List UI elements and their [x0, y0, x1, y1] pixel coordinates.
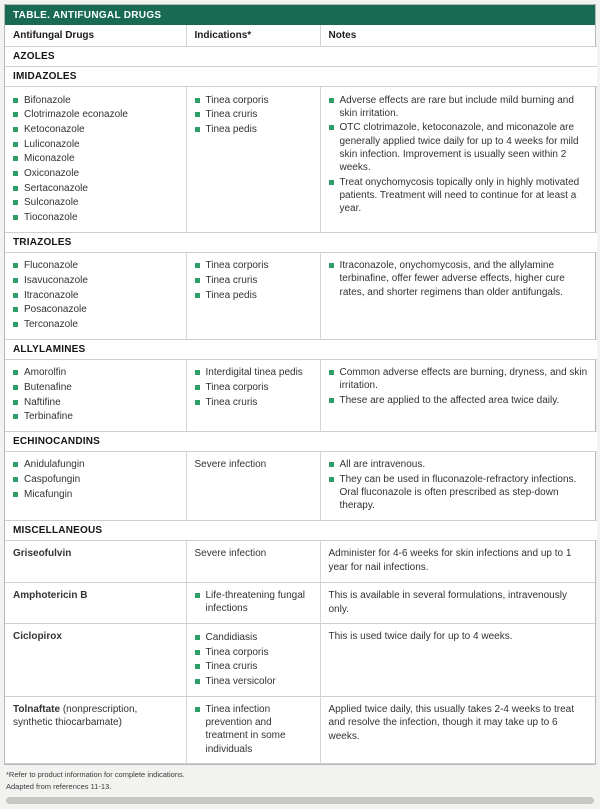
section-label: MISCELLANEOUS [5, 521, 597, 541]
cell-text: Oxiconazole [24, 167, 80, 179]
drug-name: Tolnaftate [13, 703, 61, 715]
bullet-icon [13, 385, 18, 390]
cell-text: Tinea corporis [205, 260, 269, 272]
bullet-icon [13, 112, 18, 117]
cell-text: Fluconazole [24, 260, 78, 272]
bullet-icon [13, 263, 18, 268]
cell-text [13, 547, 178, 561]
list-item [13, 381, 178, 394]
section-label: ECHINOCANDINS [5, 431, 597, 451]
list-item [13, 473, 178, 486]
cell-text: They can be used in fluconazole-refractory infections. Oral fluconazole is often prescribed as step-down therapy. [339, 474, 577, 512]
bullet-icon [13, 477, 18, 482]
bullet-icon [329, 462, 334, 467]
footnotes [4, 765, 596, 794]
bullet-icon [13, 98, 18, 103]
list-item [329, 121, 590, 174]
cell-text: Micafungin [24, 488, 73, 500]
bullet-icon [13, 215, 18, 220]
list-item [329, 366, 590, 392]
cell-text: Treat onychomycosis topically only in highly motivated patients. Treatment will need to continue for at least a year. [339, 176, 580, 214]
bullet-icon [195, 278, 200, 283]
list-item [195, 396, 312, 409]
drug-name: Ciclopirox [13, 631, 62, 643]
list-item [13, 318, 178, 331]
notes-cell [320, 696, 597, 764]
list-item [329, 473, 590, 513]
section-label: TRIAZOLES [5, 232, 597, 252]
bullet-icon [195, 112, 200, 117]
bullet-icon [195, 593, 200, 598]
cell-text: Tinea cruris [205, 661, 258, 673]
table-body [5, 47, 597, 764]
cell-text: Sertaconazole [24, 182, 88, 194]
list-item [329, 394, 590, 407]
list-item [195, 94, 312, 107]
drugs-cell [5, 252, 186, 339]
cell-text: Tinea cruris [205, 109, 258, 121]
section-row [5, 232, 597, 252]
data-row [5, 696, 597, 764]
list-item [195, 703, 312, 756]
indications-cell [186, 87, 320, 233]
data-row [5, 252, 597, 339]
cell-text: Posaconazole [24, 304, 87, 316]
section-label: AZOLES [5, 47, 597, 67]
cell-text: Tinea cruris [205, 396, 258, 408]
bullet-icon [329, 370, 334, 375]
cell-text: Luliconazole [24, 138, 80, 150]
list-item [195, 589, 312, 615]
drug-name: Amphotericin B [13, 589, 88, 601]
list-item [13, 458, 178, 471]
bullet-icon [329, 125, 334, 130]
list-item [13, 366, 178, 379]
cell-text: Tolnaftate (nonprescription, synthetic thiocarbamate) [13, 703, 138, 729]
cell-text: Terbinafine [24, 411, 73, 423]
bullet-icon [329, 398, 334, 403]
antifungal-drugs-table [4, 4, 596, 765]
cell-text: Life-threatening fungal infections [205, 590, 306, 615]
data-row [5, 451, 597, 520]
cell-text: Bifonazole [24, 94, 71, 106]
cell-text: Naftifine [24, 396, 61, 408]
notes-cell [320, 252, 597, 339]
section-row [5, 431, 597, 451]
notes-cell [320, 359, 597, 431]
list-item [13, 211, 178, 224]
table-title: TABLE. ANTIFUNGAL DRUGS [13, 10, 162, 21]
cell-text: Adverse effects are rare but include mild burning and skin irritation. [339, 94, 574, 119]
list-item [195, 660, 312, 673]
cell-text: All are intravenous. [339, 459, 426, 471]
table-title-bar [5, 5, 595, 25]
column-header-row [5, 25, 597, 47]
cell-text: Tinea corporis [205, 646, 269, 658]
drugs-cell [5, 451, 186, 520]
cell-text [13, 630, 178, 644]
cell-text: Interdigital tinea pedis [205, 367, 303, 379]
list-item [13, 182, 178, 195]
notes-cell [320, 582, 597, 624]
indications-cell [186, 451, 320, 520]
data-row [5, 541, 597, 583]
cell-text: This is used twice daily for up to 4 weeks. [328, 631, 513, 643]
list-item [13, 108, 178, 121]
drugs-cell [5, 359, 186, 431]
bullet-icon [195, 400, 200, 405]
indications-cell [186, 582, 320, 624]
section-label: IMIDAZOLES [5, 67, 597, 87]
bullet-icon [195, 650, 200, 655]
bullet-icon [329, 477, 334, 482]
list-item [13, 94, 178, 107]
drugs-cell [5, 696, 186, 764]
list-item [13, 259, 178, 272]
bullet-icon [13, 492, 18, 497]
list-item [13, 196, 178, 209]
cell-text: Caspofungin [24, 474, 81, 486]
indications-cell [186, 696, 320, 764]
bullet-icon [13, 142, 18, 147]
bullet-icon [195, 664, 200, 669]
cell-text: Tinea infection prevention and treatment in some individuals [205, 704, 286, 755]
bullet-icon [13, 127, 18, 132]
notes-cell [320, 451, 597, 520]
list-item [195, 123, 312, 136]
section-label: ALLYLAMINES [5, 339, 597, 359]
bullet-icon [195, 385, 200, 390]
cell-text: Severe infection [194, 458, 267, 470]
list-item [195, 675, 312, 688]
list-item [13, 167, 178, 180]
bullet-icon [13, 156, 18, 161]
list-item [13, 152, 178, 165]
bullet-icon [13, 293, 18, 298]
section-row [5, 67, 597, 87]
bullet-icon [195, 679, 200, 684]
list-item [329, 458, 590, 471]
bullet-icon [329, 263, 334, 268]
list-item [13, 123, 178, 136]
bullet-icon [195, 635, 200, 640]
data-row [5, 624, 597, 696]
cell-text: Candidiasis [205, 631, 258, 643]
bullet-icon [195, 707, 200, 712]
cell-text: Severe infection [194, 548, 267, 560]
section-row [5, 47, 597, 67]
cell-text: Miconazole [24, 153, 75, 165]
cell-text: Amorolfin [24, 367, 67, 379]
horizontal-scrollbar[interactable] [4, 795, 596, 809]
bullet-icon [13, 414, 18, 419]
bullet-icon [195, 127, 200, 132]
notes-cell [320, 624, 597, 696]
notes-cell [320, 87, 597, 233]
section-row [5, 521, 597, 541]
cell-text: Administer for 4-6 weeks for skin infections and up to 1 year for nail infections. [328, 548, 572, 573]
cell-text: Itraconazole, onychomycosis, and the allylamine terbinafine, offer fewer adverse effects, higher cure rates, and shorter regimens than older antifungals. [339, 260, 565, 298]
bullet-icon [13, 462, 18, 467]
drugs-cell [5, 624, 186, 696]
cell-text: Terconazole [24, 318, 78, 330]
bullet-icon [13, 370, 18, 375]
bullet-icon [13, 400, 18, 405]
bullet-icon [195, 293, 200, 298]
scrollbar-thumb[interactable] [6, 797, 594, 804]
list-item [329, 259, 590, 299]
cell-text: Tinea versicolor [205, 675, 276, 687]
cell-text: Tinea corporis [205, 94, 269, 106]
bullet-icon [13, 278, 18, 283]
list-item [195, 274, 312, 287]
bullet-icon [13, 322, 18, 327]
list-item [195, 259, 312, 272]
drugs-cell [5, 541, 186, 583]
list-item [195, 108, 312, 121]
cell-text: Anidulafungin [24, 459, 85, 471]
list-item [195, 646, 312, 659]
list-item [13, 138, 178, 151]
section-row [5, 339, 597, 359]
cell-text: Tioconazole [24, 212, 78, 223]
data-row [5, 582, 597, 624]
cell-text: Tinea pedis [205, 289, 257, 301]
cell-text: Isavuconazole [24, 274, 88, 286]
list-item [195, 381, 312, 394]
list-item [13, 410, 178, 423]
col-header-notes: Notes [320, 25, 597, 47]
data-row [5, 359, 597, 431]
col-header-indications: Indications* [186, 25, 320, 47]
list-item [13, 289, 178, 302]
bullet-icon [195, 370, 200, 375]
list-item [195, 289, 312, 302]
bullet-icon [13, 200, 18, 205]
list-item [329, 176, 590, 216]
cell-text: Itraconazole [24, 289, 79, 301]
list-item [13, 303, 178, 316]
drugs-cell [5, 582, 186, 624]
bullet-icon [329, 180, 334, 185]
cell-text: Butenafine [24, 381, 72, 393]
list-item [13, 488, 178, 501]
list-item [195, 366, 312, 379]
list-item [195, 631, 312, 644]
cell-text [13, 589, 178, 603]
cell-text: Applied twice daily, this usually takes 2-4 weeks to treat and resolve the infection, though it may take up to 6 weeks. [328, 703, 574, 743]
cell-text: Sulconazole [24, 197, 79, 209]
indications-cell [186, 252, 320, 339]
footnote-indications: *Refer to product information for complete indications. [6, 770, 185, 780]
bullet-icon [195, 98, 200, 103]
list-item [13, 396, 178, 409]
data-row [5, 87, 597, 233]
bullet-icon [195, 263, 200, 268]
cell-text: These are applied to the affected area twice daily. [339, 395, 560, 406]
cell-text: Clotrimazole econazole [24, 109, 128, 121]
col-header-antifungal-drugs: Antifungal Drugs [5, 25, 186, 47]
cell-text: Ketoconazole [24, 123, 85, 135]
list-item [329, 94, 590, 120]
cell-text: This is available in several formulations, intravenously only. [328, 589, 567, 615]
list-item [13, 274, 178, 287]
notes-cell [320, 541, 597, 583]
cell-text: OTC clotrimazole, ketoconazole, and miconazole are generally applied twice daily for up to 4 weeks for mild skin infection. Improvement is usually seen within 2 weeks. [339, 122, 579, 173]
indications-cell [186, 359, 320, 431]
cell-text: Tinea pedis [205, 123, 257, 135]
bullet-icon [13, 186, 18, 191]
footnote-references: Adapted from references 11-13. [6, 781, 112, 791]
indications-cell [186, 624, 320, 696]
drug-name: Griseofulvin [13, 548, 72, 560]
bullet-icon [13, 307, 18, 312]
cell-text: Tinea cruris [205, 274, 258, 286]
bullet-icon [13, 171, 18, 176]
cell-text: Common adverse effects are burning, dryness, and skin irritation. [339, 367, 588, 392]
indications-cell [186, 541, 320, 583]
drugs-cell [5, 87, 186, 233]
cell-text: Tinea corporis [205, 381, 269, 393]
bullet-icon [329, 98, 334, 103]
drug-table [5, 25, 597, 764]
